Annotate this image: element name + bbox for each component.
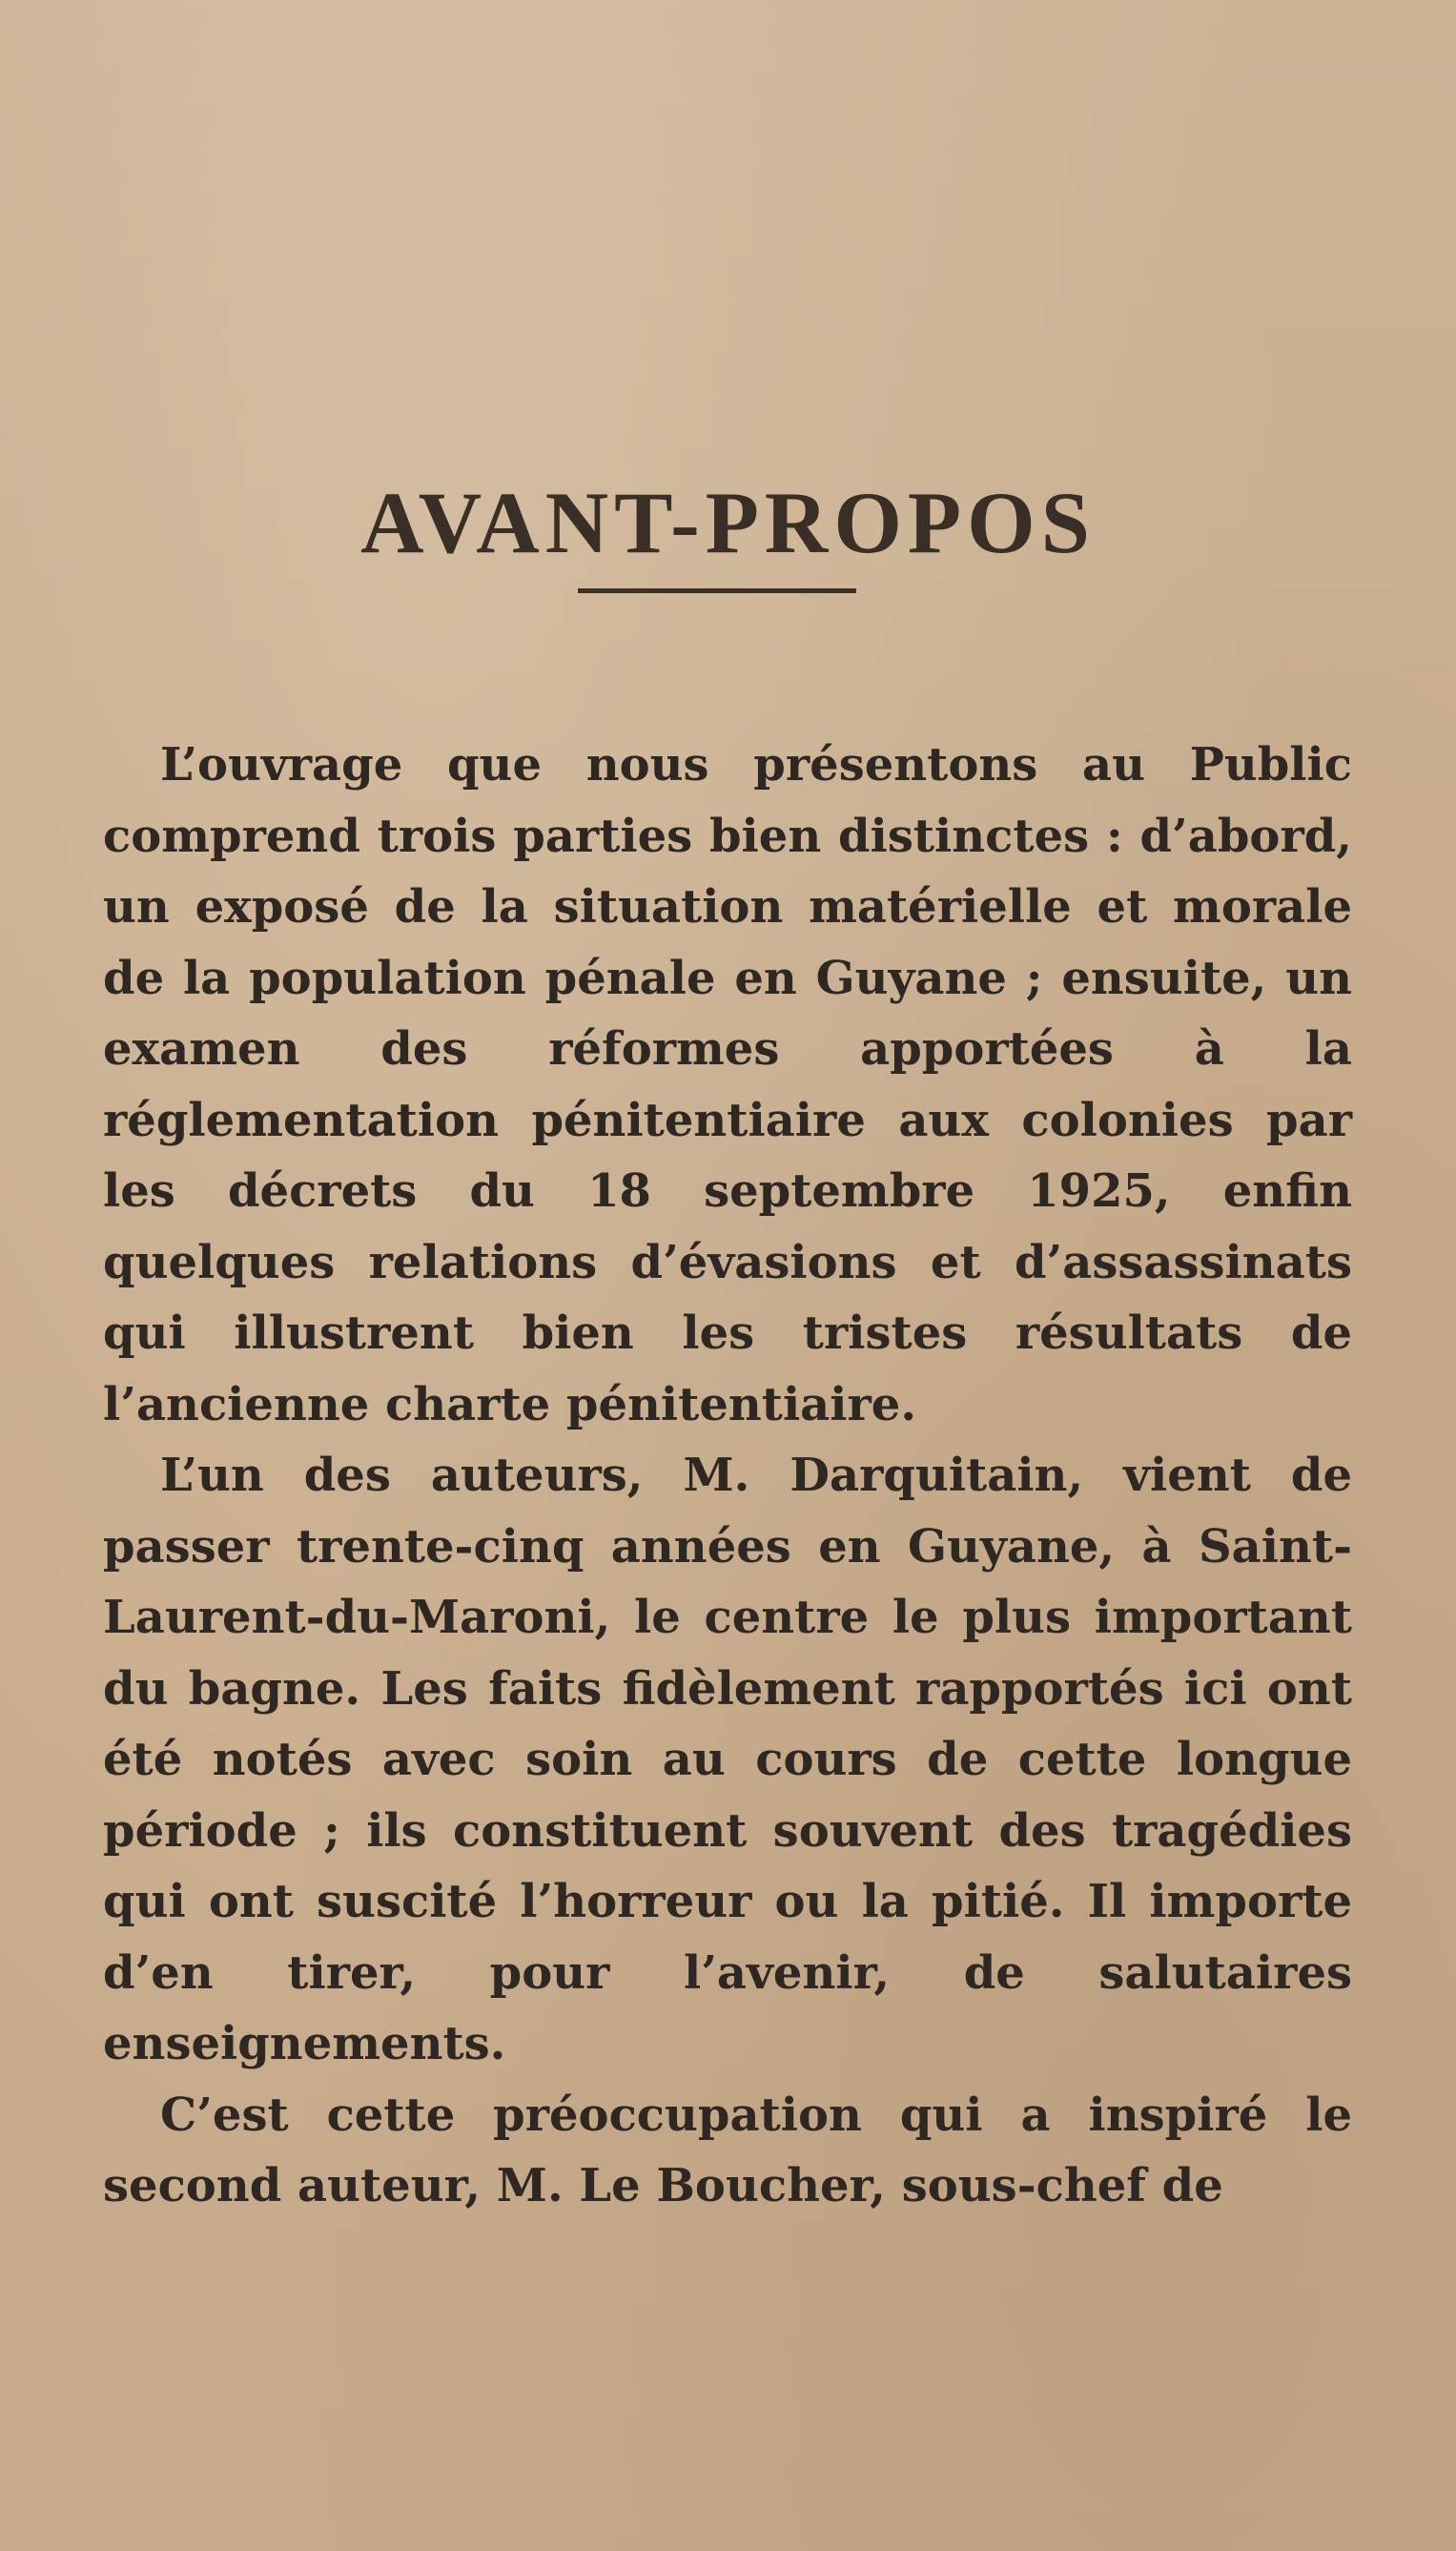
paragraph-2: L’un des auteurs, M. Darquitain, vient de passer trente-cinq années en Guyane, à Saint-Laurent-du-Maroni, le centre le plus important du bagne. Les faits fidèlement rapportés ici ont été notés avec soin au cours de cette longue période ; ils constituent souvent des tragédies qui ont suscité l’horreur ou la pitié. Il importe d’en tirer, pour l’avenir, de salutaires enseignements. — [103, 1449, 1352, 2070]
page-title: AVANT-PROPOS — [360, 473, 1096, 571]
title-rule — [578, 588, 856, 593]
paragraph-1: L’ouvrage que nous présentons au Public comprend trois parties bien distinctes : d’abord, un exposé de la situation matérielle et morale de la population pénale en Guyane ; ensuite, un examen des réformes apportées à la réglementation pénitentiaire aux colonies par les décrets du 18 septembre 1925, enfin quelques relations d’évasions et d’assassinats qui illustrent bien les tristes résultats de l’ancienne charte pénitentiaire. — [103, 738, 1352, 1431]
paragraph-3: C’est cette préoccupation qui a inspiré le second auteur, M. Le Boucher, sous-chef de — [103, 2088, 1352, 2212]
body-text — [103, 730, 1352, 2222]
